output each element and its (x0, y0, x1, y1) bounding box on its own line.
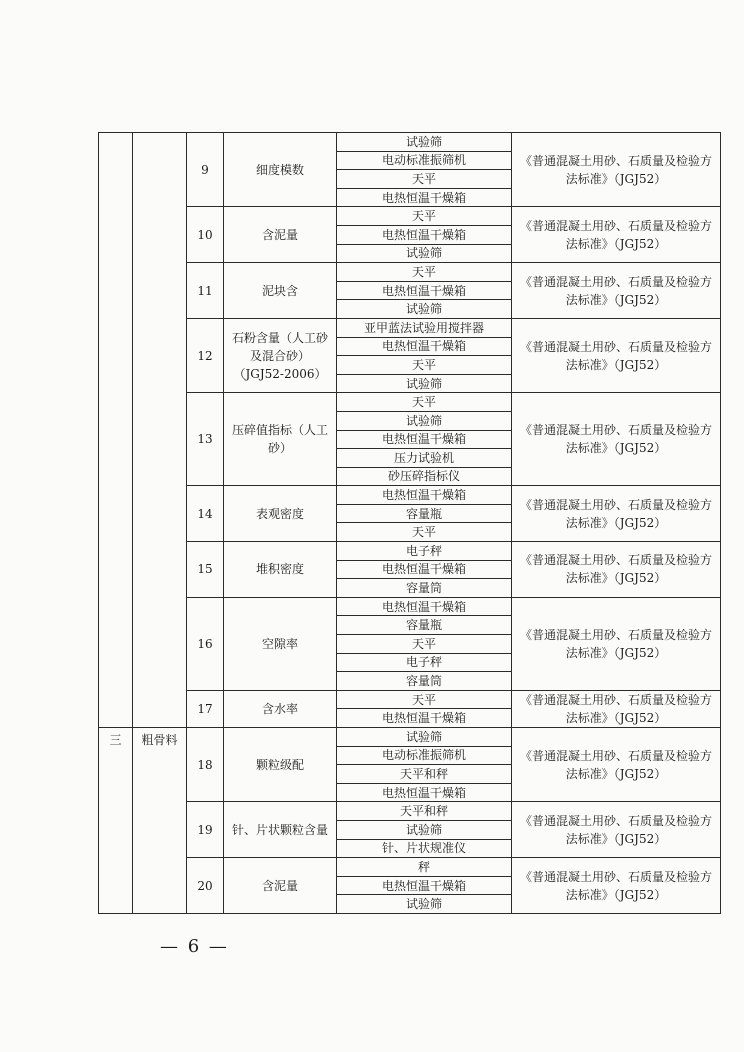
equipment-cell: 电子秤 (337, 542, 512, 561)
standard-cell: 《普通混凝土用砂、石质量及检验方法标准》（JGJ52） (512, 318, 721, 392)
table-row (99, 393, 721, 412)
item-number-cell: 16 (187, 597, 224, 690)
equipment-cell: 天平和秤 (337, 765, 512, 784)
equipment-cell: 天平 (337, 263, 512, 282)
standard-cell: 《普通混凝土用砂、石质量及检验方法标准》（JGJ52） (512, 133, 721, 207)
item-number-cell: 19 (187, 802, 224, 858)
equipment-cell: 电热恒温干燥箱 (337, 337, 512, 356)
section-name-cell: 粗骨料 (133, 728, 187, 914)
standard-cell: 《普通混凝土用砂、石质量及检验方法标准》（JGJ52） (512, 393, 721, 486)
standard-cell: 《普通混凝土用砂、石质量及检验方法标准》（JGJ52） (512, 263, 721, 319)
equipment-cell: 试验筛 (337, 895, 512, 914)
item-number-cell: 20 (187, 858, 224, 914)
equipment-cell: 电热恒温干燥箱 (337, 188, 512, 207)
equipment-cell: 试验筛 (337, 374, 512, 393)
item-number-cell: 17 (187, 690, 224, 727)
equipment-cell: 试验筛 (337, 411, 512, 430)
test-item-cell: 石粉含量（人工砂及混合砂）（JGJ52-2006） (224, 318, 337, 392)
equipment-cell: 电热恒温干燥箱 (337, 225, 512, 244)
table-row (99, 318, 721, 337)
equipment-cell: 秤 (337, 858, 512, 877)
item-number-cell: 15 (187, 542, 224, 598)
equipment-cell: 容量筒 (337, 579, 512, 598)
equipment-cell: 试验筛 (337, 728, 512, 747)
equipment-cell: 电热恒温干燥箱 (337, 783, 512, 802)
test-item-cell: 空隙率 (224, 597, 337, 690)
equipment-cell: 试验筛 (337, 244, 512, 263)
equipment-cell: 容量瓶 (337, 616, 512, 635)
equipment-cell: 容量瓶 (337, 504, 512, 523)
equipment-cell: 电动标准振筛机 (337, 746, 512, 765)
equipment-cell: 电热恒温干燥箱 (337, 486, 512, 505)
section-name-cell (133, 133, 187, 728)
item-number-cell: 12 (187, 318, 224, 392)
table-row (99, 802, 721, 821)
item-number-cell: 10 (187, 207, 224, 263)
equipment-cell: 天平 (337, 393, 512, 412)
table-row (99, 133, 721, 152)
equipment-cell: 亚甲蓝法试验用搅拌器 (337, 318, 512, 337)
standard-cell: 《普通混凝土用砂、石质量及检验方法标准》（JGJ52） (512, 690, 721, 727)
equipment-table (98, 132, 721, 914)
test-item-cell: 堆积密度 (224, 542, 337, 598)
test-item-cell: 表观密度 (224, 486, 337, 542)
standard-cell: 《普通混凝土用砂、石质量及检验方法标准》（JGJ52） (512, 486, 721, 542)
equipment-cell: 电热恒温干燥箱 (337, 597, 512, 616)
item-number-cell: 14 (187, 486, 224, 542)
item-number-cell: 13 (187, 393, 224, 486)
equipment-cell: 天平和秤 (337, 802, 512, 821)
test-item-cell: 细度模数 (224, 133, 337, 207)
equipment-cell: 压力试验机 (337, 449, 512, 468)
equipment-cell: 天平 (337, 690, 512, 709)
equipment-cell: 试验筛 (337, 820, 512, 839)
page-number: — 6 — (160, 936, 229, 957)
equipment-cell: 电子秤 (337, 653, 512, 672)
test-item-cell: 颗粒级配 (224, 728, 337, 802)
table-row (99, 690, 721, 709)
standard-cell: 《普通混凝土用砂、石质量及检验方法标准》（JGJ52） (512, 802, 721, 858)
table-row (99, 263, 721, 282)
item-number-cell: 9 (187, 133, 224, 207)
item-number-cell: 11 (187, 263, 224, 319)
equipment-cell: 容量筒 (337, 672, 512, 691)
table-row (99, 858, 721, 877)
test-item-cell: 针、片状颗粒含量 (224, 802, 337, 858)
table-row (99, 597, 721, 616)
section-number-cell: 三 (99, 728, 133, 914)
section-number-cell (99, 133, 133, 728)
equipment-cell: 砂压碎指标仪 (337, 467, 512, 486)
table-row (99, 486, 721, 505)
standard-cell: 《普通混凝土用砂、石质量及检验方法标准》（JGJ52） (512, 728, 721, 802)
equipment-cell: 天平 (337, 207, 512, 226)
equipment-cell: 针、片状规准仪 (337, 839, 512, 858)
equipment-cell: 天平 (337, 170, 512, 189)
equipment-cell: 试验筛 (337, 133, 512, 152)
test-item-cell: 压碎值指标（人工砂） (224, 393, 337, 486)
test-item-cell: 含泥量 (224, 858, 337, 914)
test-item-cell: 含水率 (224, 690, 337, 727)
item-number-cell: 18 (187, 728, 224, 802)
table-row (99, 207, 721, 226)
standard-cell: 《普通混凝土用砂、石质量及检验方法标准》（JGJ52） (512, 542, 721, 598)
equipment-cell: 电热恒温干燥箱 (337, 281, 512, 300)
table-row (99, 728, 721, 747)
table-body (99, 133, 721, 914)
equipment-cell: 天平 (337, 356, 512, 375)
table-row (99, 542, 721, 561)
test-item-cell: 泥块含 (224, 263, 337, 319)
equipment-cell: 电热恒温干燥箱 (337, 709, 512, 728)
equipment-cell: 电热恒温干燥箱 (337, 430, 512, 449)
equipment-cell: 天平 (337, 635, 512, 654)
standard-cell: 《普通混凝土用砂、石质量及检验方法标准》（JGJ52） (512, 858, 721, 914)
standard-cell: 《普通混凝土用砂、石质量及检验方法标准》（JGJ52） (512, 207, 721, 263)
test-item-cell: 含泥量 (224, 207, 337, 263)
standard-cell: 《普通混凝土用砂、石质量及检验方法标准》（JGJ52） (512, 597, 721, 690)
equipment-cell: 电热恒温干燥箱 (337, 876, 512, 895)
equipment-cell: 电动标准振筛机 (337, 151, 512, 170)
equipment-cell: 电热恒温干燥箱 (337, 560, 512, 579)
equipment-cell: 天平 (337, 523, 512, 542)
equipment-cell: 试验筛 (337, 300, 512, 319)
